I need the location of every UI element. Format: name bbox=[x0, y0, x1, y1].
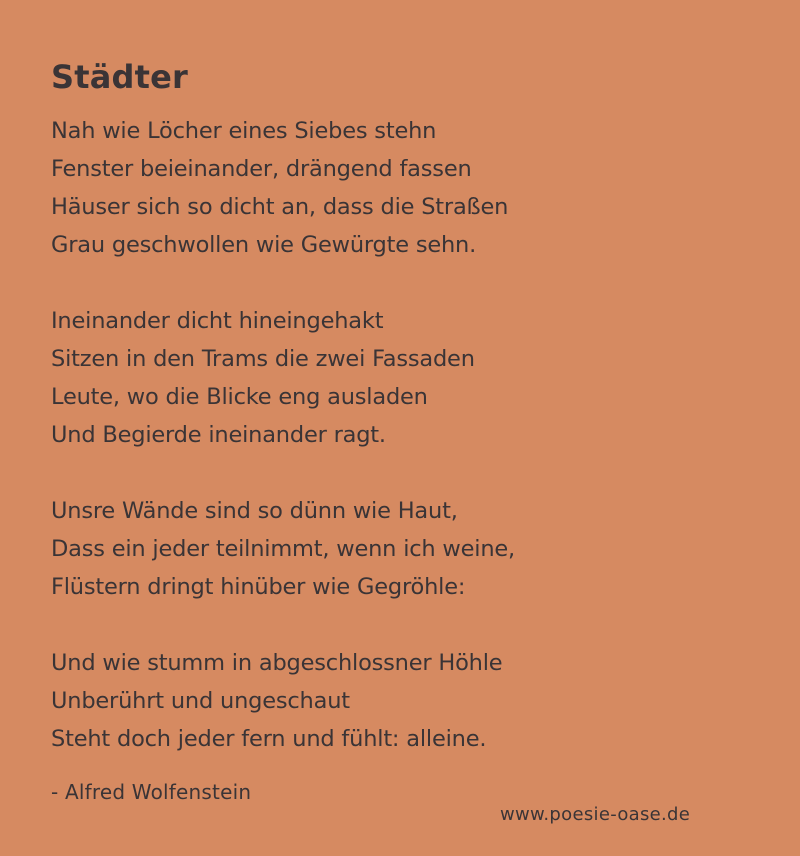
poem-author: - Alfred Wolfenstein bbox=[51, 780, 252, 804]
poem-line: Leute, wo die Blicke eng ausladen bbox=[51, 384, 428, 410]
poem-line: Ineinander dicht hineingehakt bbox=[51, 308, 384, 334]
stanza-3 bbox=[51, 492, 771, 606]
stanza-2 bbox=[51, 302, 771, 454]
poem-line: Grau geschwollen wie Gewürgte sehn. bbox=[51, 232, 477, 258]
website-watermark: www.poesie-oase.de bbox=[500, 804, 691, 825]
poem-body bbox=[51, 112, 771, 796]
poem-line: Unsre Wände sind so dünn wie Haut, bbox=[51, 498, 458, 524]
poem-line: Und wie stumm in abgeschlossner Höhle bbox=[51, 650, 503, 676]
poem-title: Städter bbox=[51, 58, 189, 96]
poem-line: Und Begierde ineinander ragt. bbox=[51, 422, 386, 448]
poem-line: Unberührt und ungeschaut bbox=[51, 688, 350, 714]
poem-line: Nah wie Löcher eines Siebes stehn bbox=[51, 118, 437, 144]
poem-line: Steht doch jeder fern und fühlt: alleine. bbox=[51, 726, 487, 752]
poem-line: Fenster beieinander, drängend fassen bbox=[51, 156, 472, 182]
poem-line: Sitzen in den Trams die zwei Fassaden bbox=[51, 346, 475, 372]
poem-line: Häuser sich so dicht an, dass die Straßen bbox=[51, 194, 509, 220]
poem-line: Flüstern dringt hinüber wie Gegröhle: bbox=[51, 574, 466, 600]
poem-line: Dass ein jeder teilnimmt, wenn ich weine, bbox=[51, 536, 515, 562]
stanza-1 bbox=[51, 112, 771, 264]
stanza-4 bbox=[51, 644, 771, 758]
